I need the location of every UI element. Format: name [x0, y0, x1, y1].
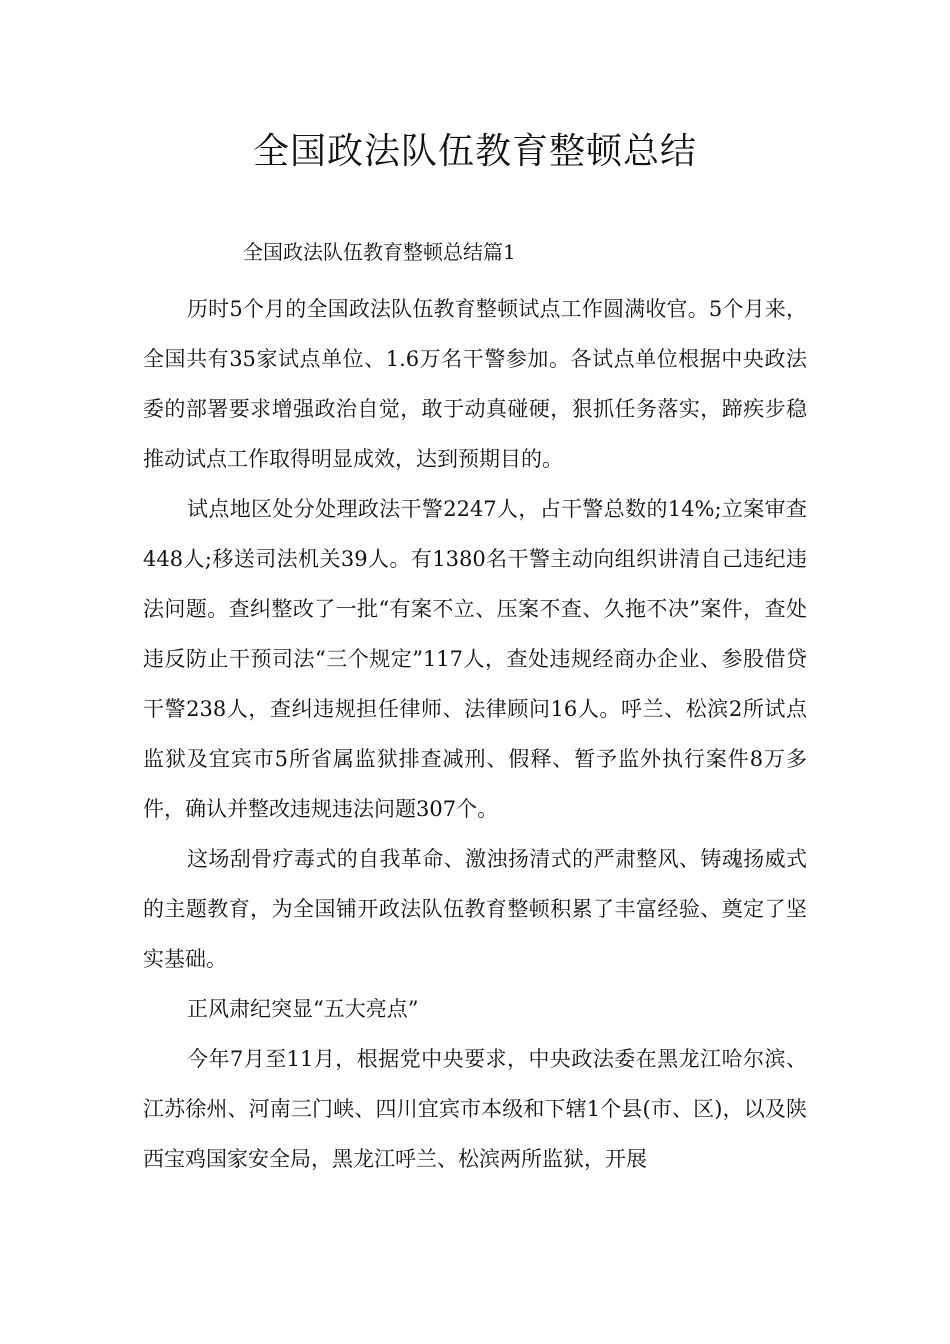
document-subtitle: 全国政法队伍教育整顿总结篇1 [243, 240, 516, 264]
paragraph: 试点地区处分处理政法干警2247人，占干警总数的14%;立案审查448人;移送司法机关39人。有1380名干警主动向组织讲清自己违纪违法问题。查纠整改了一批“有案不立、压案不查、久拖不决”案件，查处违反防止干预司法“三个规定”117人，查处违规经商办企业、参股借贷干警238人，查纠违规担任律师、法律顾问16人。呼兰、松滨2所试点监狱及宜宾市5所省属监狱排查减刑、假释、暂予监外执行案件8万多件，确认并整改违规违法问题307个。 [143, 497, 807, 821]
paragraph: 今年7月至11月，根据党中央要求，中央政法委在黑龙江哈尔滨、江苏徐州、河南三门峡、四川宜宾市本级和下辖1个县(市、区)，以及陕西宝鸡国家安全局，黑龙江呼兰、松滨两所监狱，开展 [143, 1047, 807, 1171]
document-body [143, 284, 807, 1184]
paragraph: 历时5个月的全国政法队伍教育整顿试点工作圆满收官。5个月来，全国共有35家试点单位、1.6万名干警参加。各试点单位根据中央政法委的部署要求增强政治自觉，敢于动真碰硬，狠抓任务落实，蹄疾步稳推动试点工作取得明显成效，达到预期目的。 [143, 297, 807, 471]
section-heading: 正风肃纪突显“五大亮点” [187, 997, 419, 1021]
document-title: 全国政法队伍教育整顿总结 [252, 131, 697, 172]
paragraph: 这场刮骨疗毒式的自我革命、激浊扬清式的严肃整风、铸魂扬威式的主题教育，为全国铺开政法队伍教育整顿积累了丰富经验、奠定了坚实基础。 [143, 847, 807, 971]
